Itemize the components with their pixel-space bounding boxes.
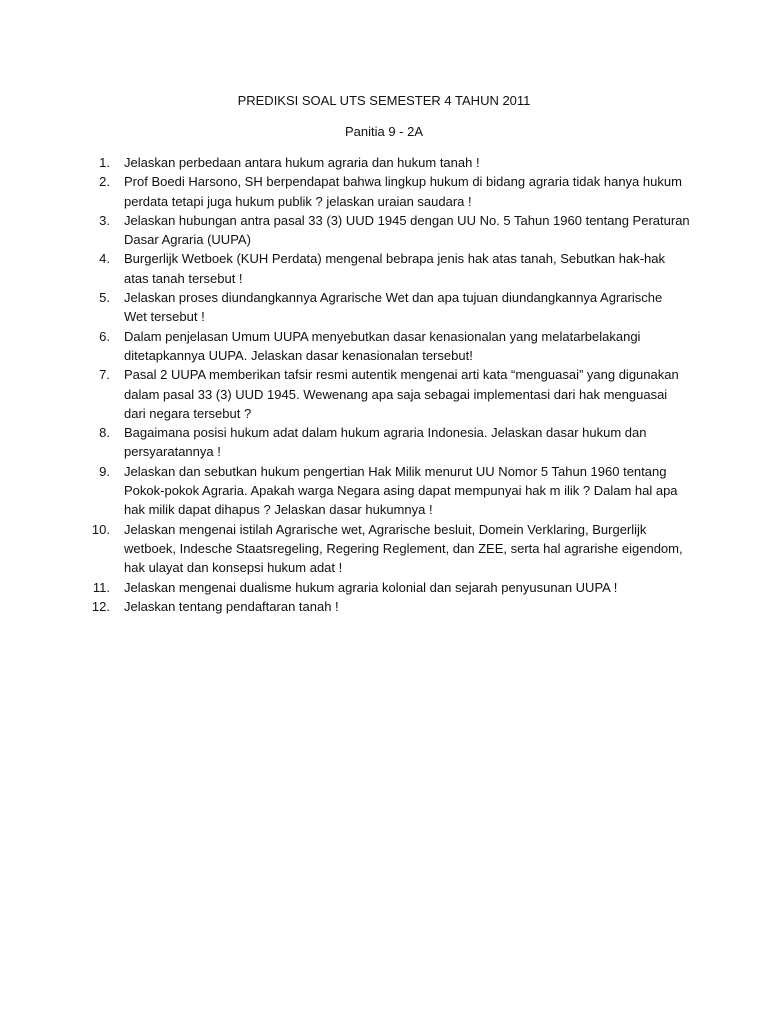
question-item bbox=[0, 423, 768, 462]
question-text-line: hak milik dapat dihapus ? Jelaskan dasar hukumnya ! bbox=[124, 502, 433, 518]
question-number: 8. bbox=[99, 425, 110, 441]
question-number: 3. bbox=[99, 212, 110, 228]
question-text bbox=[124, 153, 669, 172]
question-list bbox=[0, 153, 768, 616]
question-number: 2. bbox=[99, 174, 110, 190]
question-text-line: Burgerlijk Wetboek (KUH Perdata) mengenal bebrapa jenis hak atas tanah, Sebutkan hak-hak bbox=[124, 251, 666, 267]
question-text-line: Pokok-pokok Agraria. Apakah warga Negara asing dapat mempunyai hak m ilik ? Dalam hal apa bbox=[124, 483, 678, 499]
question-text-line: perdata tetapi juga hukum publik ? jelaskan uraian saudara ! bbox=[124, 193, 472, 209]
question-text-line: Prof Boedi Harsono, SH berpendapat bahwa lingkup hukum di bidang agraria tidak hanya hukum bbox=[124, 174, 682, 190]
question-text-line: Jelaskan mengenai istilah Agrarische wet, Agrarische besluit, Domein Verklaring, Burgerlijk bbox=[124, 521, 647, 537]
question-item bbox=[0, 365, 768, 423]
question-text bbox=[124, 365, 679, 423]
question-text-line: dari negara tersebut ? bbox=[124, 405, 252, 421]
question-text bbox=[124, 249, 669, 288]
question-text-line: ditetapkannya UUPA. Jelaskan dasar kenasionalan tersebut! bbox=[124, 347, 473, 363]
question-text-line: Jelaskan dan sebutkan hukum pengertian Hak Milik menurut UU Nomor 5 Tahun 1960 tentang bbox=[124, 463, 667, 479]
question-item bbox=[0, 172, 768, 211]
question-text-line: Pasal 2 UUPA memberikan tafsir resmi autentik mengenai arti kata “menguasai” yang digunakan bbox=[124, 367, 679, 383]
question-number: 10. bbox=[91, 521, 110, 537]
question-item bbox=[0, 153, 768, 172]
document-title: PREDIKSI SOAL UTS SEMESTER 4 TAHUN 2011 bbox=[237, 93, 531, 108]
question-text-line: Jelaskan proses diundangkannya Agrarische Wet dan apa tujuan diundangkannya Agrarische bbox=[124, 290, 663, 306]
question-text-line: wetboek, Indesche Staatsregeling, Regering Reglement, dan ZEE, serta hal agrarishe eigendom, bbox=[124, 540, 683, 556]
question-item bbox=[0, 597, 768, 616]
question-text-line: Wet tersebut ! bbox=[124, 309, 205, 325]
question-number: 4. bbox=[99, 251, 110, 267]
question-text-line: Jelaskan mengenai dualisme hukum agraria kolonial dan sejarah penyusunan UUPA ! bbox=[124, 579, 618, 595]
question-item bbox=[0, 288, 768, 327]
question-item bbox=[0, 462, 768, 520]
question-text-line: atas tanah tersebut ! bbox=[124, 270, 243, 286]
question-number: 5. bbox=[99, 290, 110, 306]
question-text-line: Jelaskan perbedaan antara hukum agraria dan hukum tanah ! bbox=[124, 155, 480, 170]
question-text-line: Bagaimana posisi hukum adat dalam hukum agraria Indonesia. Jelaskan dasar hukum dan bbox=[124, 425, 647, 441]
question-text-line: Dalam penjelasan Umum UUPA menyebutkan dasar kenasionalan yang melatarbelakangi bbox=[124, 328, 641, 344]
question-number: 11. bbox=[92, 579, 110, 595]
question-item bbox=[0, 249, 768, 288]
question-item bbox=[0, 211, 768, 250]
question-text bbox=[124, 423, 669, 462]
question-text-line: Jelaskan hubungan antra pasal 33 (3) UUD 1945 dengan UU No. 5 Tahun 1960 tentang Peraturan bbox=[124, 212, 690, 228]
question-text bbox=[124, 462, 678, 520]
question-text bbox=[124, 578, 669, 597]
question-text-line: hak ulayat dan konsepsi hukum adat ! bbox=[124, 560, 343, 576]
question-text-line: Jelaskan tentang pendaftaran tanah ! bbox=[124, 598, 339, 614]
question-text-line: dalam pasal 33 (3) UUD 1945. Wewenang apa saja sebagai implementasi dari hak menguasai bbox=[124, 386, 668, 402]
question-item bbox=[0, 578, 768, 597]
question-item bbox=[0, 520, 768, 578]
question-number: 1. bbox=[99, 155, 110, 170]
question-number: 6. bbox=[99, 328, 110, 344]
question-text bbox=[124, 597, 669, 616]
question-text bbox=[124, 172, 682, 211]
question-text bbox=[124, 288, 669, 327]
question-text-line: persyaratannya ! bbox=[124, 444, 221, 460]
question-number: 12. bbox=[91, 598, 110, 614]
question-text bbox=[124, 520, 683, 578]
question-text bbox=[124, 327, 669, 366]
question-number: 9. bbox=[99, 463, 110, 479]
question-item bbox=[0, 327, 768, 366]
document-subtitle: Panitia 9 - 2A bbox=[344, 124, 424, 139]
question-number: 7. bbox=[99, 367, 110, 383]
question-text-line: Dasar Agraria (UUPA) bbox=[124, 232, 251, 248]
question-text bbox=[124, 211, 690, 250]
